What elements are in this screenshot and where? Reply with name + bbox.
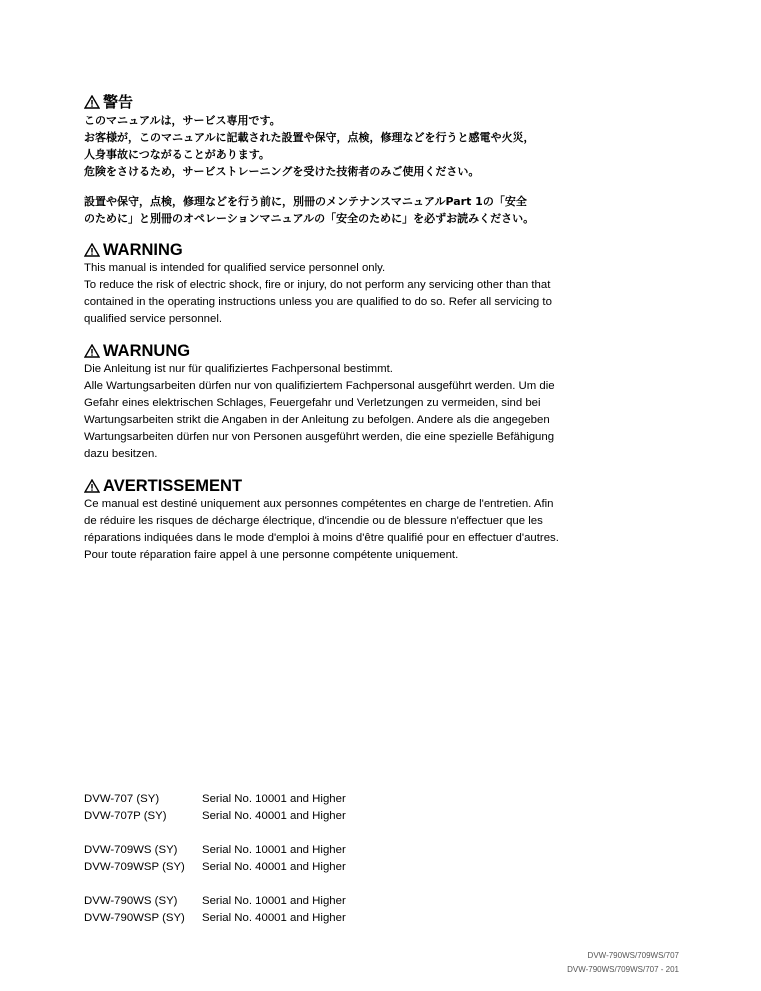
english-paragraph bbox=[84, 260, 604, 328]
japanese-line: のために」と別冊のオペレーションマニュアルの「安全のために」を必ずお読みください。 bbox=[84, 212, 535, 225]
japanese-line: 危険をさけるため，サービストレーニングを受けた技術者のみご使用ください。 bbox=[84, 165, 480, 178]
japanese-paragraph-1 bbox=[84, 112, 604, 180]
model-group-790ws bbox=[84, 893, 346, 927]
japanese-heading-text: 警告 bbox=[103, 93, 134, 111]
model-name: DVW-709WSP (SY) bbox=[84, 861, 185, 873]
japanese-line: 人身事故につながることがあります。 bbox=[84, 148, 270, 161]
warning-triangle-icon bbox=[84, 344, 100, 358]
german-line: Alle Wartungsarbeiten dürfen nur von qualifiziertem Fachpersonal ausgeführt werden. Um die bbox=[84, 380, 555, 392]
model-name: DVW-707 (SY) bbox=[84, 793, 160, 805]
model-group-709ws bbox=[84, 842, 346, 876]
japanese-paragraph-2 bbox=[84, 193, 604, 227]
french-line: de réduire les risques de décharge électrique, d'incendie ou de blessure n'effectuer que les bbox=[84, 515, 543, 527]
english-heading-text: WARNING bbox=[103, 241, 183, 259]
model-name: DVW-709WS (SY) bbox=[84, 844, 178, 856]
english-line: This manual is intended for qualified service personnel only. bbox=[84, 262, 386, 274]
serial-range: Serial No. 10001 and Higher bbox=[202, 793, 346, 805]
japanese-warning-section bbox=[84, 92, 604, 180]
german-heading-text: WARNUNG bbox=[103, 342, 191, 360]
german-line: Wartungsarbeiten strikt die Angaben in der Anleitung zu befolgen. Andere als die angegeben bbox=[84, 414, 550, 426]
model-row bbox=[84, 808, 346, 825]
model-row bbox=[84, 791, 346, 808]
german-paragraph bbox=[84, 361, 604, 463]
french-line: réparations indiquées dans le mode d'emploi à moins d'être qualifié pour en effectuer d'autres. bbox=[84, 532, 559, 544]
english-warning-heading bbox=[84, 240, 604, 260]
model-row bbox=[84, 859, 346, 876]
english-line: To reduce the risk of electric shock, fire or injury, do not perform any servicing other than that bbox=[84, 279, 551, 291]
german-line: Wartungsarbeiten dürfen nur von Personen ausgeführt werden, die eine spezielle Befähigung bbox=[84, 431, 555, 443]
model-serial-list bbox=[84, 791, 346, 944]
german-line: Gefahr eines elektrischen Schlages, Feuergefahr und Verletzungen zu vermeiden, sind bei bbox=[84, 397, 541, 409]
german-line: Die Anleitung ist nur für qualifiziertes Fachpersonal bestimmt. bbox=[84, 363, 393, 375]
english-line: qualified service personnel. bbox=[84, 313, 223, 325]
japanese-line: このマニュアルは，サービス専用です。 bbox=[84, 114, 281, 127]
warning-triangle-icon bbox=[84, 243, 100, 257]
japanese-warning-heading bbox=[84, 92, 604, 112]
serial-range: Serial No. 10001 and Higher bbox=[202, 844, 346, 856]
model-name: DVW-790WSP (SY) bbox=[84, 912, 185, 924]
german-warning-section bbox=[84, 341, 604, 463]
model-group-707 bbox=[84, 791, 346, 825]
model-row bbox=[84, 893, 346, 910]
japanese-line: お客様が，このマニュアルに記載された設置や保守，点検，修理などを行うと感電や火災， bbox=[84, 131, 535, 144]
french-heading-text: AVERTISSEMENT bbox=[103, 477, 243, 495]
french-paragraph bbox=[84, 496, 604, 564]
serial-range: Serial No. 40001 and Higher bbox=[202, 810, 346, 822]
serial-range: Serial No. 40001 and Higher bbox=[202, 861, 346, 873]
model-name: DVW-790WS (SY) bbox=[84, 895, 178, 907]
german-warning-heading bbox=[84, 341, 604, 361]
german-line: dazu besitzen. bbox=[84, 448, 158, 460]
french-warning-heading bbox=[84, 476, 604, 496]
warning-triangle-icon bbox=[84, 95, 100, 109]
english-warning-section bbox=[84, 240, 604, 328]
french-line: Ce manual est destiné uniquement aux personnes compétentes en charge de l'entretien. Afin bbox=[84, 498, 554, 510]
footer-page-code: DVW-790WS/709WS/707 - 201 bbox=[567, 965, 679, 974]
model-row bbox=[84, 910, 346, 927]
french-line: Pour toute réparation faire appel à une personne compétente uniquement. bbox=[84, 549, 459, 561]
model-row bbox=[84, 842, 346, 859]
serial-range: Serial No. 40001 and Higher bbox=[202, 912, 346, 924]
japanese-line: 設置や保守，点検，修理などを行う前に，別冊のメンテナンスマニュアルPart 1の「安全 bbox=[84, 195, 527, 208]
serial-range: Serial No. 10001 and Higher bbox=[202, 895, 346, 907]
model-name: DVW-707P (SY) bbox=[84, 810, 167, 822]
warning-triangle-icon bbox=[84, 479, 100, 493]
footer-model-code: DVW-790WS/709WS/707 bbox=[587, 951, 679, 960]
english-line: contained in the operating instructions unless you are qualified to do so. Refer all servicing to bbox=[84, 296, 552, 308]
french-warning-section bbox=[84, 476, 604, 564]
